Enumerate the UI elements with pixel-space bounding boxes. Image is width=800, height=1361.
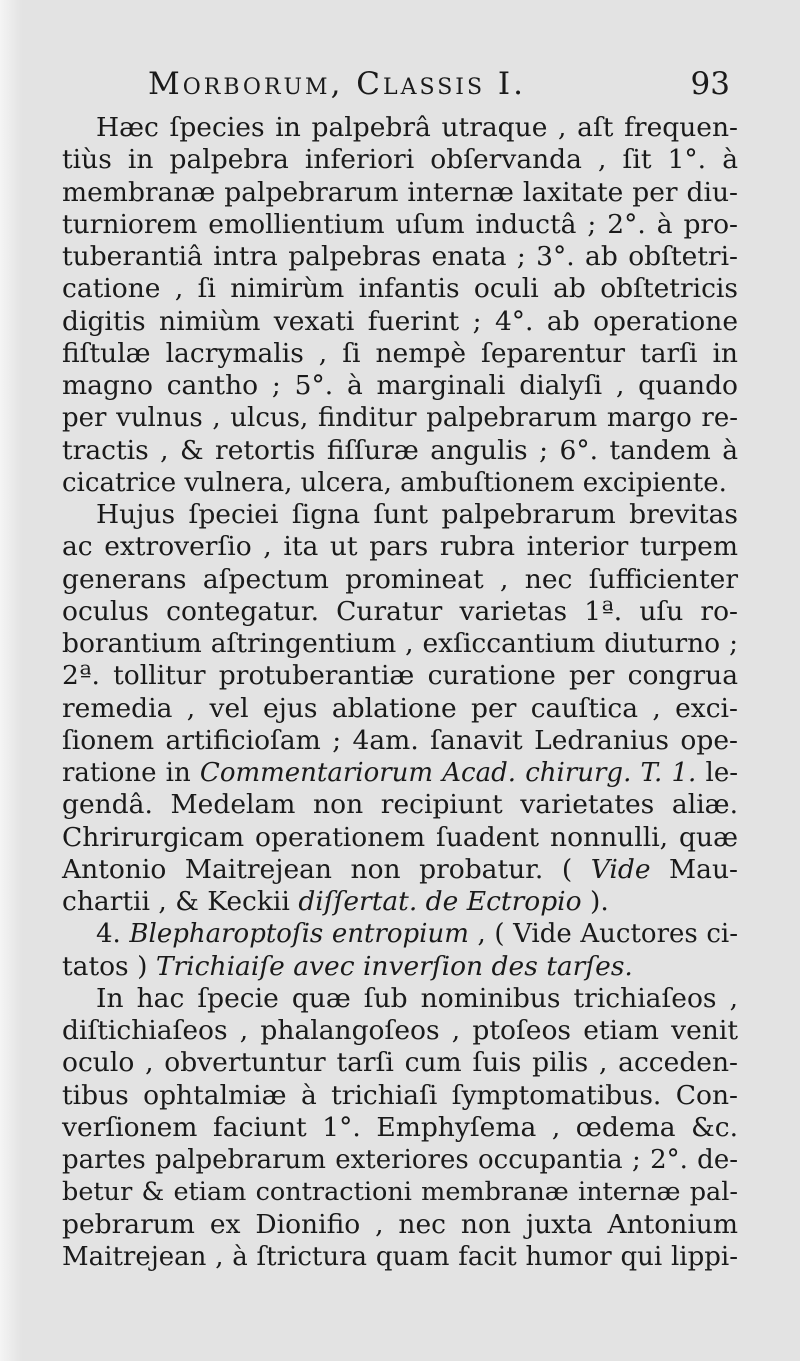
text-line: Maitrejean , à ſtrictura quam facit humor qui lippi- [62,1241,738,1272]
text-line: turniorem emollientium uſum inductâ ; 2°. à pro- [62,208,738,240]
text-span: chartii , & Keckii [62,886,299,917]
text-line: tuberantiâ intra palpebras enata ; 3°. ab obſtetri- [62,241,738,272]
text-line: membranæ palpebrarum internæ laxitate per diu- [62,176,738,208]
text-span: ). [581,886,609,917]
text-line: 2ª. tollitur protuberantiæ curatione per congrua [62,660,738,692]
page-number: 93 [690,66,730,102]
italic-text: Commentariorum Acad. chirurg. T. 1. [199,758,697,788]
text-line: ſionem artificioſam ; 4am. ſanavit Ledranius ope- [62,724,738,756]
text-line: tiùs in palpebra inferiori obſervanda , ſit 1°. à [62,144,738,176]
page-margin [0,0,22,1361]
italic-text: diſſertat. de Ectropio [298,886,582,917]
italic-text: Vide [590,853,651,885]
text-line: pebrarum ex Dionifio , nec non juxta Antonium [62,1208,738,1240]
text-line: per vulnus , ulcus, finditur palpebrarum margo re- [62,403,738,434]
text-line: borantium aſtringentium , exſiccantium diuturno ; [62,628,738,659]
text-line: diſtichiaſeos , phalangoſeos , ptoſeos etiam venit [62,1015,738,1046]
text-line: generans aſpectum promineat , nec ſufficienter [62,563,738,595]
text-line [62,757,738,789]
italic-text: Trichiaiſe avec inverſion des tarſes. [155,950,633,982]
text-line: verſionem faciunt 1°. Emphyſema , œdema &c. [62,1111,738,1143]
text-line: Hæc ſpecies in palpebrâ utraque , aſt frequen- [96,112,738,143]
text-line [62,886,738,918]
text-line [62,951,738,983]
text-line [62,854,738,886]
text-line: In hac ſpecie quæ ſub nominibus trichiaſeos , [96,982,738,1014]
text-span: Antonio Maitrejean non probatur. ( [62,853,591,885]
text-line: tibus ophtalmiæ à trichiaſi ſymptomatibus. Con- [62,1079,738,1111]
text-line: digitis nimiùm vexati fuerint ; 4°. ab operatione [62,305,738,337]
page-header [148,62,748,108]
text-line: Hujus ſpeciei ſigna ſunt palpebrarum brevitas [96,499,738,530]
text-line: oculus contegatur. Curatur varietas 1ª. uſu ro- [62,595,738,627]
text-line: catione , ſi nimirùm infantis oculi ab obſtetricis [62,273,738,305]
italic-text: Blepharoptoſis entropium [129,919,469,950]
text-line [62,918,738,950]
text-span: , ( Vide Auctores ci- [468,919,739,950]
text-line: partes palpebrarum exteriores occupantia ; 2°. de- [62,1145,738,1175]
text-line: gendâ. Medelam non recipiunt varietates aliæ. [62,789,738,821]
text-line: betur & etiam contractioni membranæ internæ pal- [62,1177,738,1208]
body-text [62,112,738,1273]
text-line: cicatrice vulnera, ulcera, ambuſtionem excipiente. [62,467,727,498]
text-span: Mau- [650,853,738,885]
text-span: le- [696,758,738,788]
text-span: 4. [96,919,130,950]
text-span: ratione in [62,758,200,788]
text-line: tractis , & retortis fiſſuræ angulis ; 6°. tandem à [62,434,738,466]
text-line: Chrirurgicam operationem ſuadent nonnulli, quæ [62,821,738,853]
text-line: fiſtulæ lacrymalis , ſi nempè ſeparentur tarſi in [62,337,738,369]
text-span: tatos ) [62,950,156,982]
text-line: remedia , vel ejus ablatione per cauſtica , exci- [62,692,738,724]
text-line: magno cantho ; 5°. à marginali dialyſi , quando [62,370,738,401]
text-line: ac extroverſio , ita ut pars rubra interior turpem [62,531,738,563]
running-title: Morborum, Classis I. [148,66,526,102]
text-line: oculo , obvertuntur tarſi cum ſuis pilis , acceden- [62,1047,738,1079]
